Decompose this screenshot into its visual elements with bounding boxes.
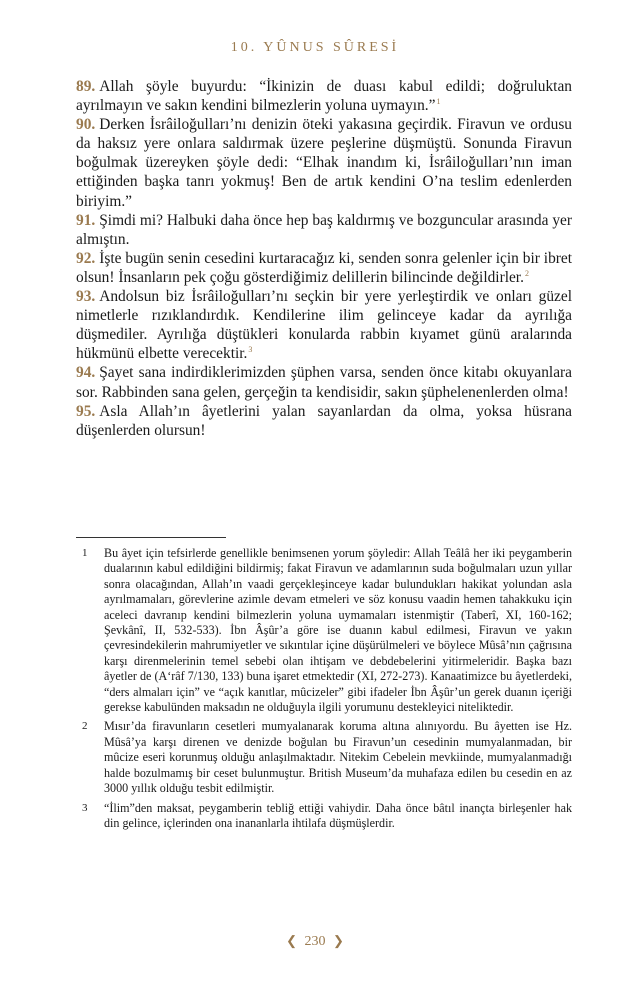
verse-text: Derken İsrâiloğulları’nı denizin öteki yakasına geçirdik. Firavun ve ordusu da haksız yere onlara saldırmak üzere peşlerine düşmüştü. Sonunda Firavun boğulmak üzereyken şöyle dedi: “Elhak inandım ki, İsrâiloğulları’nın iman ettiğinden başka tanrı yokmuş! Ben de artık kendini O’na teslim edenlerden biriyim.”	[76, 116, 572, 210]
verse	[76, 249, 572, 287]
verse-number: 92.	[76, 249, 96, 267]
verse-number: 91.	[76, 211, 96, 229]
footnote-list	[76, 546, 572, 835]
verse	[76, 115, 572, 210]
verse-number: 95.	[76, 402, 96, 420]
verse-text: Şimdi mi? Halbuki daha önce hep baş kaldırmış ve bozguncular arasında yer almıştın.	[76, 211, 572, 248]
verse-number: 93.	[76, 288, 96, 306]
verse	[76, 363, 572, 401]
footnote-ref[interactable]: 1	[436, 96, 441, 106]
verse-text: Şayet sana indirdiklerimizden şüphen varsa, senden önce kitabı okuyanlara sor. Rabbinden sana gelen, gerçeğin ta kendisidir, sakın şüphelenenlerden olma!	[76, 364, 572, 401]
footnote	[76, 801, 572, 832]
verse-text: Allah şöyle buyurdu: “İkinizin de duası kabul edildi; doğruluktan ayrılmayın ve sakın kendini bilmezlerin yoluna uymayın.”	[76, 78, 572, 115]
footnote-text: Bu âyet için tefsirlerde genellikle benimsenen yorum şöyledir: Allah Teâlâ her iki peygamberin dualarının kabul edildiğini bildirmiş; fakat Firavun ve adamlarının suda boğulmaları uzun yıllar sonra olacağından, Allah’ın vaadi gerçekleşinceye kadar bulundukları hakikat yolundan asla ayrılmamaları, görevlerine azimle devam etmeleri ve söz konusu vaadin hemen tahakkuku için aceleci davranıp kendini bilmezlerin yoluna uymamaları istenmiştir (Taberî, XI, 160-162; Şevkânî, II, 532-533). İbn Âşûr’a göre ise duanın kabul edilmesi, Firavun ve yakın çevresindekilerin mahrumiyetler ve sıkıntılar içine düşürülmeleri ve böylece Mûsâ’nın çağrısına karşı direnmelerinin temel sebebi olan ihtişam ve debdebelerini yitirmeleridir. Başka bazı âyetler de (A‘râf 7/130, 133) buna işaret etmektedir (XI, 272-273). Kanaatimizce bu âyetlerdeki, “ders almaları için” ve “açık kanıtlar, mûcizeler” gibi ifadeler İbn Âşûr’un gerek duanın içeriği gerekse kabulünden maksadın ne olduğuyla ilgili yorumunu destekleyici niteliktedir.	[104, 546, 572, 715]
footnote-number: 3	[82, 801, 88, 814]
right-ornament-icon: ❯	[333, 933, 344, 948]
verse-number: 94.	[76, 364, 96, 382]
footnote-text: Mısır’da firavunların cesetleri mumyalanarak koruma altına alınıyordu. Bu âyetten ise Hz. Mûsâ’ya karşı direnen ve denizde boğulan bu Firavun’un cesedinin mumyalanmadan, bir mûcize eseri korunmuş olduğu anlaşılmaktadır. Nitekim Cebelein mevkiinde, mumyalanmadığı halde bozulmamış bir ceset bulunmuştur. British Museum’da muhafaza edilen bu cesedin en az 3000 yıllık olduğu tesbit edilmiştir.	[104, 719, 572, 796]
verse	[76, 211, 572, 249]
verse-text: İşte bugün senin cesedini kurtaracağız ki, senden sonra gelenler için bir ibret olsun! İnsanların pek çoğu gösterdiğimiz delillerin bilincinde değildirler.	[76, 249, 572, 286]
verse-text: Asla Allah’ın âyetlerini yalan sayanlardan da olma, yoksa hüsrana düşenlerden olursun!	[76, 402, 572, 439]
footnote-ref[interactable]: 3	[248, 345, 253, 355]
footnote-divider	[76, 537, 226, 538]
verse	[76, 287, 572, 363]
left-ornament-icon: ❮	[286, 933, 297, 948]
page-header: 10. YÛNUS SÛRESİ	[230, 40, 400, 55]
verse-number: 89.	[76, 78, 96, 95]
verse	[76, 77, 572, 115]
footnote-ref[interactable]: 2	[524, 268, 529, 278]
footnote-number: 2	[82, 720, 88, 733]
footnote	[76, 546, 572, 715]
verse-text: Andolsun biz İsrâiloğulları’nı seçkin bir yere yerleştirdik ve onları güzel nimetlerle rızıklandırdık. Kendilerine ilim gelinceye kadar da ayrılığa düşmediler. Ayrılığa düştükleri konularda rabbin kıyamet günü aralarında hükmünü elbette verecektir.	[76, 288, 572, 363]
page-footer	[0, 933, 630, 950]
verse	[76, 402, 572, 440]
verse-list	[76, 77, 572, 440]
footnote	[76, 719, 572, 796]
page-number: 230	[304, 934, 326, 949]
verse-number: 90.	[76, 116, 96, 134]
footnote-number: 1	[82, 547, 88, 559]
footnote-text: “İlim”den maksat, peygamberin tebliğ ettiği vahiydir. Daha önce bâtıl inançta birleşenler hak din gelince, içlerinden ona inananlarla ihtilafa düşmüşlerdir.	[104, 800, 572, 830]
